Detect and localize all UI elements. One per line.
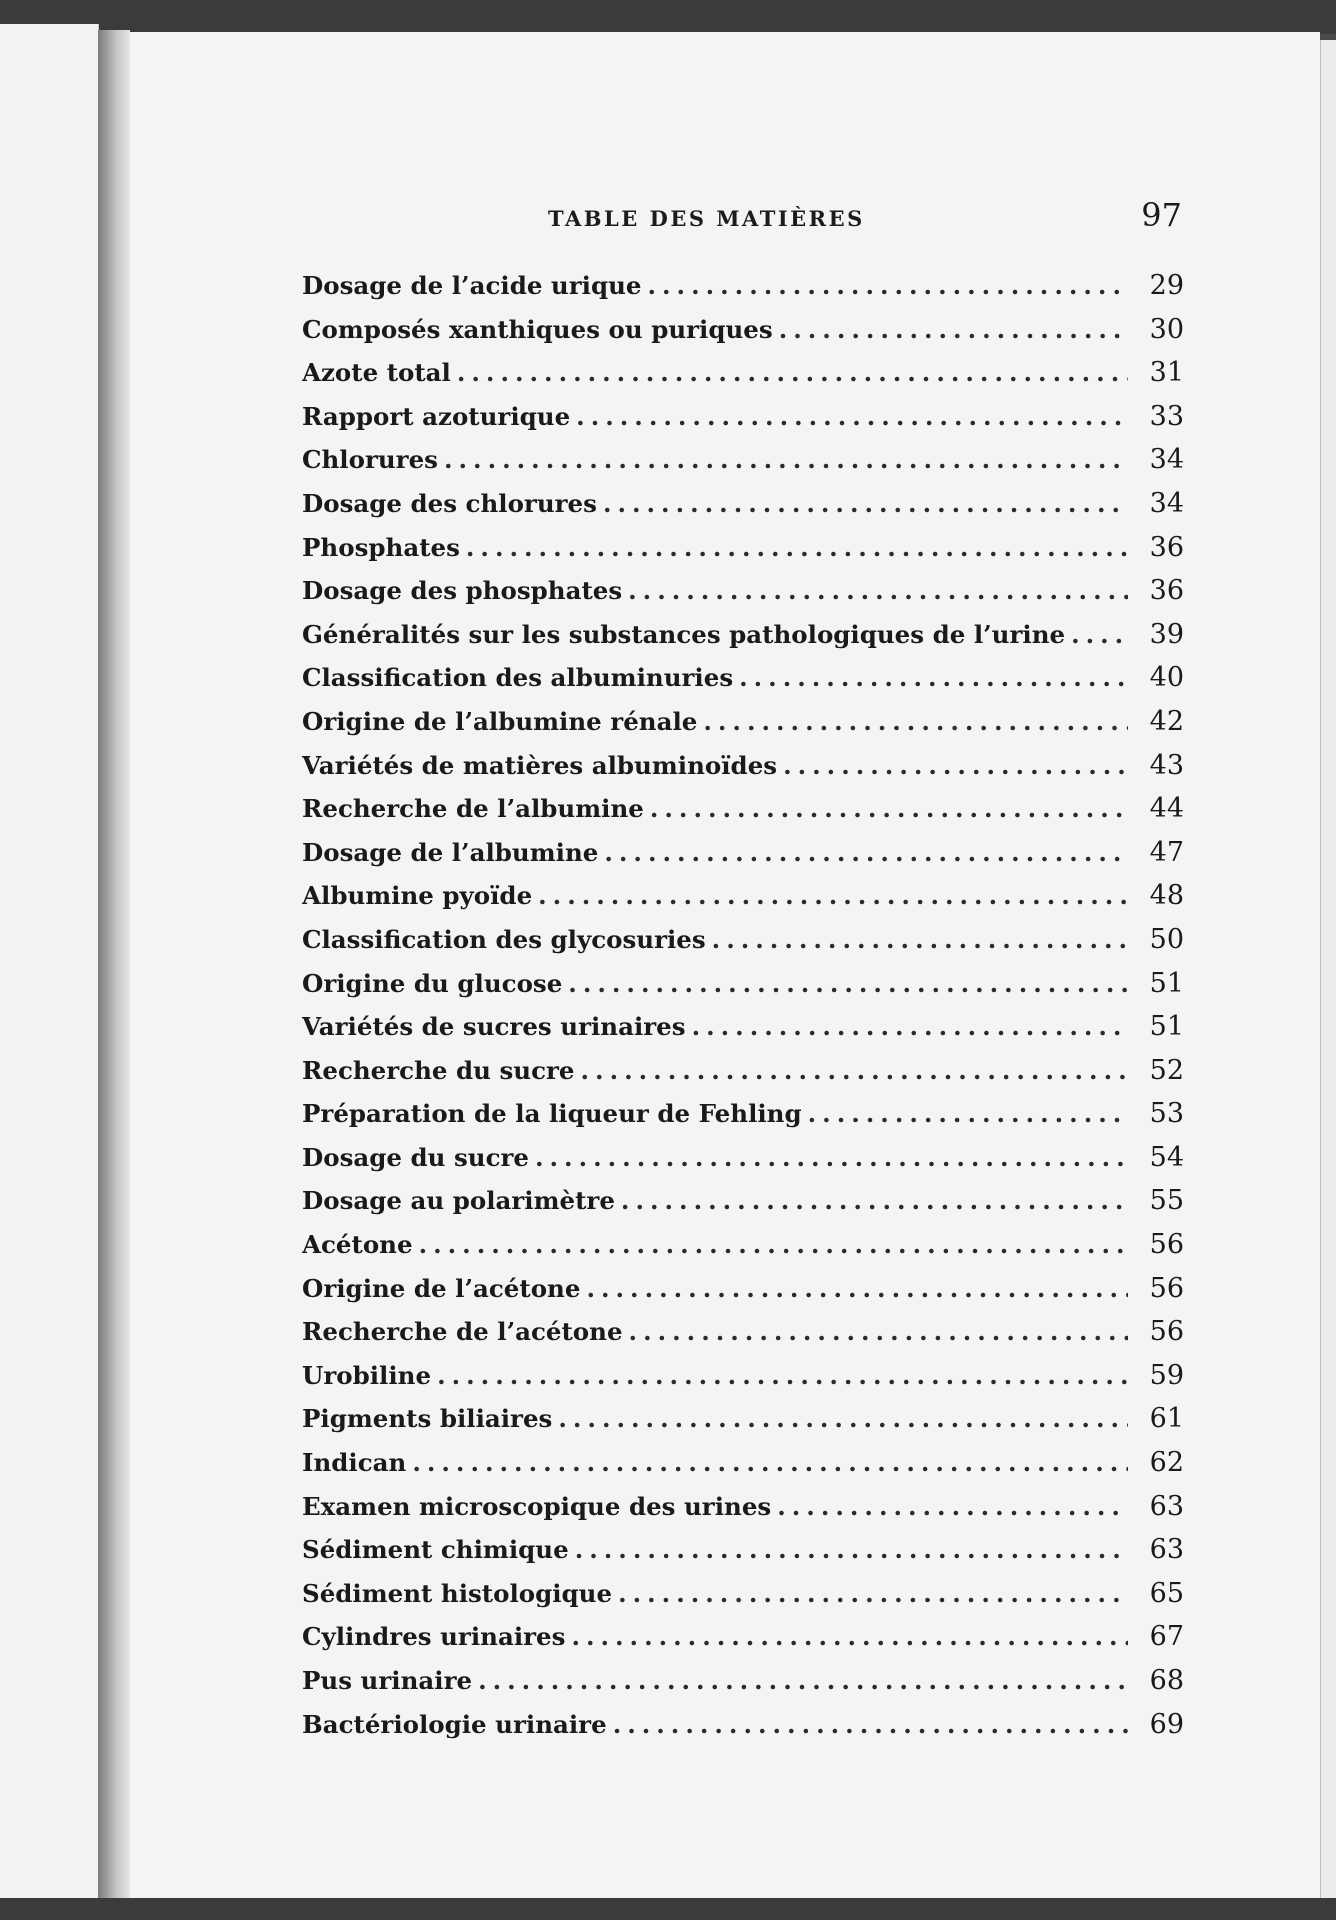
toc-entry-label: Cylindres urinaires (302, 1622, 566, 1652)
toc-entry (302, 532, 1184, 576)
toc-entry-page: 62 (1149, 1447, 1184, 1479)
toc-dot-leader (571, 1622, 1128, 1651)
toc-entry (302, 1534, 1184, 1578)
toc-entry-label: Variétés de sucres urinaires (302, 1012, 686, 1042)
toc-dot-leader (712, 925, 1128, 954)
toc-entry-label: Classification des glycosuries (302, 924, 706, 954)
toc-entry-label: Sédiment histologique (302, 1578, 613, 1608)
page-number: 97 (1141, 196, 1182, 234)
toc-entry (302, 488, 1184, 532)
toc-entry-page: 34 (1149, 487, 1184, 519)
toc-entry-page: 54 (1149, 1141, 1184, 1173)
toc-dot-leader (1071, 620, 1128, 649)
toc-dot-leader (621, 1186, 1128, 1215)
toc-entry-page: 42 (1149, 705, 1184, 737)
toc-entry-label: Recherche de l’albumine (302, 794, 644, 824)
toc-entry (302, 270, 1184, 314)
toc-entry-label: Pus urinaire (302, 1666, 473, 1695)
toc-entry-page: 56 (1149, 1316, 1184, 1348)
toc-entry (302, 1185, 1184, 1229)
toc-entry-label: Origine du glucose (302, 968, 563, 998)
toc-entry-page: 51 (1149, 1011, 1184, 1043)
toc-entry-page: 39 (1149, 618, 1184, 650)
toc-dot-leader (650, 794, 1128, 823)
toc-entry-page: 31 (1149, 357, 1184, 389)
toc-entry-page: 61 (1149, 1403, 1184, 1435)
toc-entry (302, 1098, 1184, 1142)
toc-entry-label: Composés xanthiques ou puriques (302, 314, 773, 344)
toc-entry (302, 880, 1184, 924)
scan-border-bottom (0, 1898, 1336, 1920)
toc-entry-label: Dosage des phosphates (302, 576, 623, 606)
toc-dot-leader (568, 969, 1128, 998)
toc-entry-label: Dosage des chlorures (302, 488, 597, 518)
toc-entry-label: Chlorures (302, 445, 438, 475)
toc-entry-page: 29 (1149, 270, 1184, 301)
toc-dot-leader (604, 838, 1128, 867)
toc-entry (302, 619, 1184, 663)
toc-entry-label: Examen microscopique des urines (302, 1491, 772, 1521)
toc-entry (302, 357, 1184, 401)
toc-entry (302, 1665, 1184, 1709)
toc-dot-leader (779, 315, 1128, 344)
page-header (400, 196, 1182, 246)
toc-entry (302, 1360, 1184, 1404)
toc-dot-leader (692, 1012, 1128, 1041)
toc-entry-page: 52 (1149, 1054, 1184, 1086)
toc-dot-leader (603, 489, 1128, 518)
toc-entry (302, 750, 1184, 794)
toc-entry (302, 968, 1184, 1012)
toc-dot-leader (777, 1492, 1128, 1521)
toc-entry (302, 793, 1184, 837)
toc-dot-leader (478, 1666, 1128, 1695)
toc-dot-leader (535, 1143, 1128, 1172)
toc-dot-leader (581, 1056, 1128, 1085)
toc-dot-leader (783, 751, 1128, 780)
toc-dot-leader (538, 881, 1128, 910)
toc-entry (302, 444, 1184, 488)
toc-entry-page: 65 (1149, 1577, 1184, 1609)
toc-entry-page: 36 (1149, 575, 1184, 607)
toc-dot-leader (444, 445, 1128, 474)
toc-entry (302, 575, 1184, 619)
toc-entry-page: 56 (1149, 1229, 1184, 1261)
toc-entry (302, 1273, 1184, 1317)
toc-entry-page: 47 (1149, 836, 1184, 868)
toc-entry (302, 1055, 1184, 1099)
toc-entry-page: 67 (1149, 1621, 1184, 1653)
toc-dot-leader (618, 1579, 1128, 1608)
toc-entry-page: 69 (1149, 1708, 1184, 1740)
toc-entry-label: Pigments biliaires (302, 1404, 553, 1434)
toc-entry-label: Classification des albuminuries (302, 663, 734, 693)
toc-dot-leader (419, 1230, 1128, 1259)
toc-entry (302, 1491, 1184, 1535)
toc-entry-page: 50 (1149, 923, 1184, 955)
toc-entry-label: Bactériologie urinaire (302, 1709, 607, 1739)
toc-dot-leader (576, 402, 1128, 431)
toc-entry (302, 1578, 1184, 1622)
toc-entry-page: 40 (1149, 662, 1184, 694)
toc-entry (302, 924, 1184, 968)
toc-entry (302, 837, 1184, 881)
toc-entry-page: 36 (1149, 531, 1184, 563)
toc-entry-label: Urobiline (302, 1360, 432, 1390)
toc-dot-leader (613, 1710, 1128, 1739)
toc-entry-label: Azote total (302, 358, 451, 388)
toc-dot-leader (739, 663, 1128, 692)
toc-entry-label: Recherche du sucre (302, 1055, 575, 1085)
toc-entry-page: 56 (1149, 1272, 1184, 1304)
toc-entry (302, 1621, 1184, 1665)
toc-dot-leader (437, 1361, 1128, 1390)
toc-entry-label: Dosage de l’acide urique (302, 271, 642, 300)
toc-entry-label: Généralités sur les substances pathologiques de l’urine (302, 619, 1066, 649)
toc-entry-label: Dosage au polarimètre (302, 1186, 615, 1216)
toc-entry-page: 48 (1149, 880, 1184, 912)
toc-dot-leader (628, 576, 1128, 605)
toc-entry-label: Indican (302, 1448, 407, 1478)
toc-entry-label: Variétés de matières albuminoïdes (302, 750, 778, 780)
page-right-edge (1320, 40, 1336, 1898)
toc-entry-label: Albumine pyoïde (302, 881, 533, 911)
book-gutter (98, 30, 130, 1898)
toc-dot-leader (648, 271, 1129, 300)
toc-dot-leader (808, 1099, 1128, 1128)
toc-dot-leader (457, 358, 1128, 387)
toc-entry-page: 30 (1149, 313, 1184, 345)
toc-entry-label: Préparation de la liqueur de Fehling (302, 1099, 802, 1129)
toc-entry-page: 63 (1149, 1534, 1184, 1566)
toc-entry-page: 33 (1149, 400, 1184, 432)
toc-dot-leader (586, 1274, 1128, 1303)
toc-entry-label: Phosphates (302, 532, 460, 562)
toc-entry-label: Dosage de l’albumine (302, 837, 599, 867)
toc-entry (302, 1447, 1184, 1491)
toc-entry (302, 314, 1184, 358)
toc-entry-page: 55 (1149, 1185, 1184, 1217)
toc-entry-page: 51 (1149, 967, 1184, 999)
toc-entry-label: Acétone (302, 1230, 413, 1260)
toc-dot-leader (703, 707, 1128, 736)
toc-entry-page: 59 (1149, 1359, 1184, 1391)
toc-entry (302, 706, 1184, 750)
toc-dot-leader (629, 1317, 1128, 1346)
toc-dot-leader (575, 1535, 1128, 1564)
toc-dot-leader (558, 1404, 1128, 1433)
toc-entry-page: 44 (1149, 793, 1184, 825)
toc-dot-leader (466, 533, 1128, 562)
toc-entry (302, 1142, 1184, 1186)
toc-entry-label: Origine de l’albumine rénale (302, 706, 698, 736)
scan-border-top (0, 0, 1336, 34)
toc-entry-page: 63 (1149, 1490, 1184, 1522)
toc-entry (302, 1229, 1184, 1273)
toc-entry (302, 1403, 1184, 1447)
toc-entry-page: 43 (1149, 749, 1184, 781)
table-of-contents (302, 270, 1184, 1752)
toc-dot-leader (412, 1448, 1128, 1477)
toc-entry-label: Origine de l’acétone (302, 1273, 581, 1303)
toc-entry (302, 401, 1184, 445)
toc-entry (302, 662, 1184, 706)
toc-entry-label: Rapport azoturique (302, 401, 571, 431)
toc-entry-page: 53 (1149, 1098, 1184, 1130)
toc-entry (302, 1709, 1184, 1753)
toc-entry-page: 34 (1149, 444, 1184, 476)
toc-entry (302, 1011, 1184, 1055)
toc-entry-page: 68 (1149, 1665, 1184, 1696)
toc-entry-label: Sédiment chimique (302, 1535, 569, 1565)
facing-page-edge (0, 24, 99, 1898)
toc-entry (302, 1316, 1184, 1360)
toc-entry-label: Dosage du sucre (302, 1142, 529, 1172)
toc-entry-label: Recherche de l’acétone (302, 1317, 623, 1347)
running-title: TABLE DES MATIÈRES (548, 206, 865, 231)
